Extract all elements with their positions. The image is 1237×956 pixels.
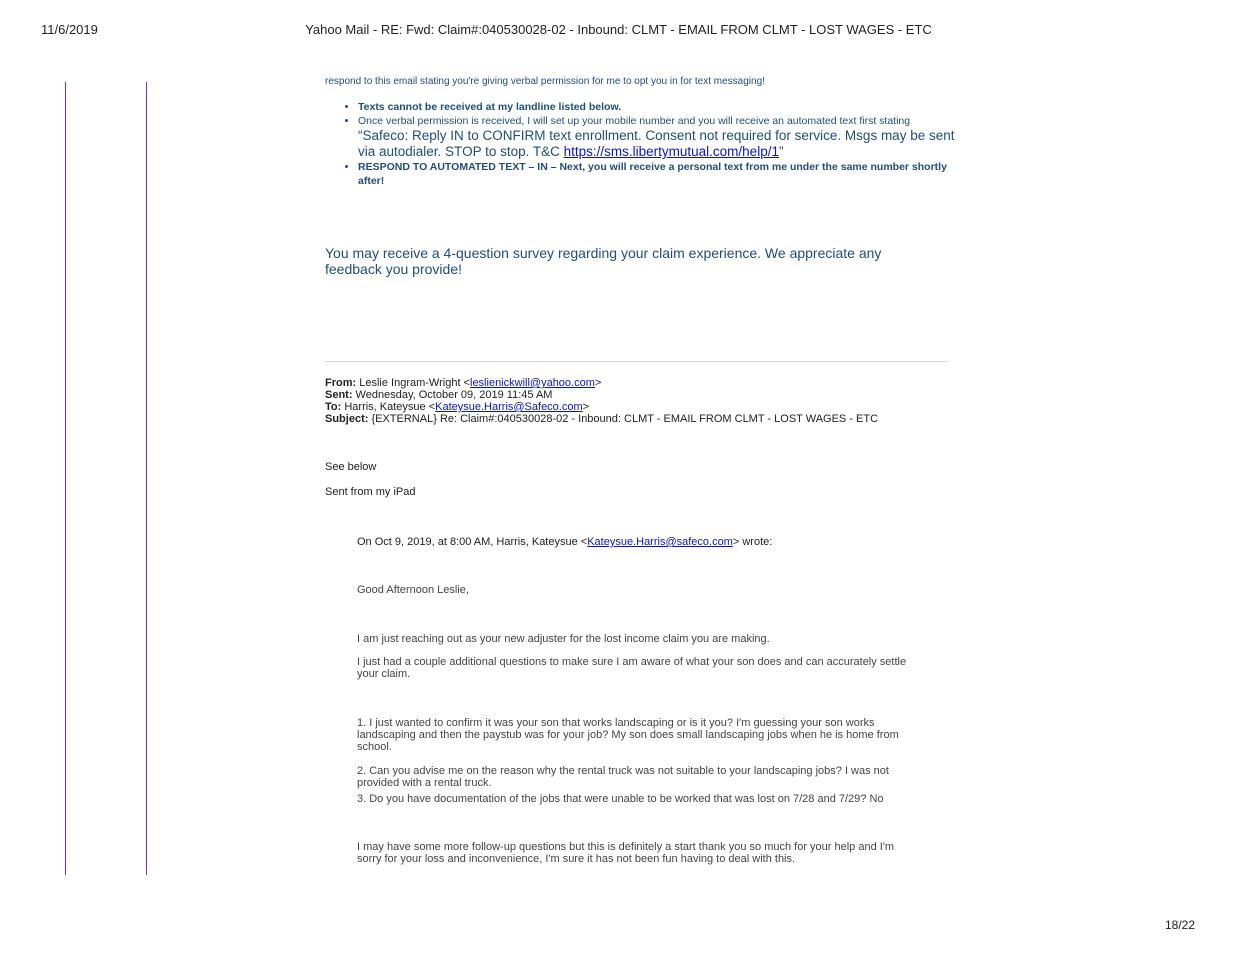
paragraph: I am just reaching out as your new adjuster for the lost income claim you are making.: [357, 633, 770, 645]
subject-line: Subject: {EXTERNAL} Re: Claim#:040530028-02 - Inbound: CLMT - EMAIL FROM CLMT - LOST WAGES - ETC: [325, 413, 879, 425]
question-1: 1. I just wanted to confirm it was your son that works landscaping or is it you? I'm guessing your son works landscaping and then the paystub was for your job? My son does small landscaping jobs when he is home from school.: [357, 717, 899, 753]
divider: [325, 361, 948, 362]
greeting: Good Afternoon Leslie,: [357, 584, 469, 596]
list-item: • RESPOND TO AUTOMATED TEXT – IN – Next, you will receive a personal text from me under the same number shortly after!: [358, 160, 968, 188]
to-line: To: Harris, Kateysue <Kateysue.Harris@Safeco.com>: [325, 401, 590, 413]
quoted-email-link[interactable]: Kateysue.Harris@safeco.com: [587, 536, 733, 548]
email-header-block: [325, 377, 878, 425]
paragraph: I just had a couple additional questions to make sure I am aware of what your son does and can accurately settle your claim.: [357, 656, 907, 680]
liberty-mutual-help-link[interactable]: https://sms.libertymutual.com/help/1: [563, 144, 779, 159]
reply-signature: Sent from my iPad: [325, 486, 416, 498]
question-2: 2. Can you advise me on the reason why the rental truck was not suitable to your landscaping jobs? I was not provided with a rental truck.: [357, 765, 889, 789]
quote-border-inner: [146, 82, 147, 875]
quote-border-outer: [65, 82, 66, 875]
from-email-link[interactable]: leslienickwill@yahoo.com: [470, 377, 595, 389]
print-date: 11/6/2019: [41, 22, 98, 37]
closing-paragraph: I may have some more follow-up questions but this is definitely a start thank you so much for your help and I'm sorry for your loss and inconvenience, I'm sure it has not been fun having to deal with this.: [357, 841, 895, 865]
text-opt-in-list: [340, 100, 968, 188]
clipped-text-line: respond to this email stating you're giving verbal permission for me to opt you in for text messaging!: [325, 76, 765, 86]
sent-line: Sent: Wednesday, October 09, 2019 11:45 AM: [325, 389, 553, 401]
to-email-link[interactable]: Kateysue.Harris@Safeco.com: [435, 401, 583, 413]
quoted-intro: On Oct 9, 2019, at 8:00 AM, Harris, Kateysue <Kateysue.Harris@safeco.com> wrote:: [357, 536, 773, 548]
reply-see-below: See below: [325, 461, 377, 473]
page-number: 18/22: [1164, 918, 1195, 932]
from-line: From: Leslie Ingram-Wright <leslienickwill@yahoo.com>: [325, 377, 602, 389]
question-3: 3. Do you have documentation of the jobs that were unable to be worked that was lost on 7/28 and 7/29? No: [357, 793, 884, 805]
list-item: • Texts cannot be received at my landline listed below.: [358, 100, 968, 114]
list-item: • Once verbal permission is received, I will set up your mobile number and you will receive an automated text first stating “Safeco: Reply IN to CONFIRM text enrollment. Consent not required for service. Msgs may be sent via autodialer. STOP to stop. T&C https://sms.libertymutual.com/help/1”: [358, 114, 968, 160]
survey-notice: You may receive a 4-question survey regarding your claim experience. We appreciate any feedback you provide!: [325, 245, 882, 277]
page-title: Yahoo Mail - RE: Fwd: Claim#:040530028-02 - Inbound: CLMT - EMAIL FROM CLMT - LOST WAGES - ETC: [305, 22, 932, 37]
